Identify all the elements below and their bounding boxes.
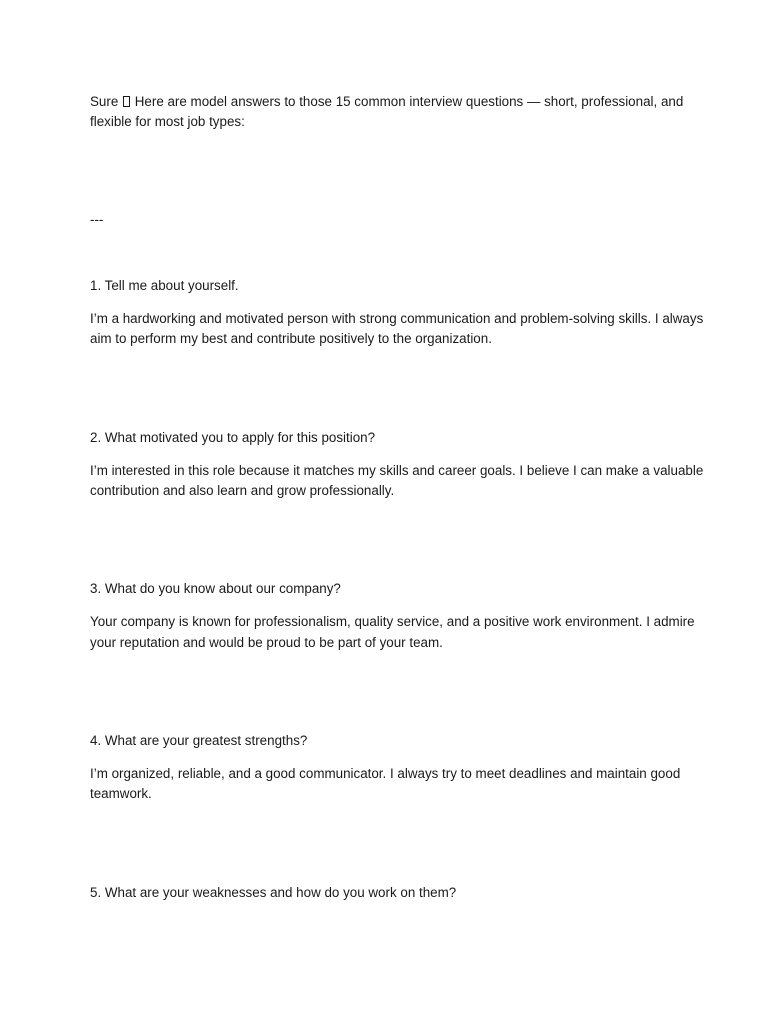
- intro-text-end: Here are model answers to those 15 common interview questions — short, professional, and: [131, 94, 684, 109]
- answer-3-line-1: Your company is known for professionalism, quality service, and a positive work environment. I admire: [90, 614, 695, 629]
- answer-4-line-2: teamwork.: [90, 786, 152, 801]
- intro-text-start: Sure: [90, 94, 123, 109]
- question-3: 3. What do you know about our company?: [90, 581, 341, 596]
- question-2: 2. What motivated you to apply for this position?: [90, 430, 376, 445]
- question-4: 4. What are your greatest strengths?: [90, 733, 308, 748]
- answer-3-line-2: your reputation and would be proud to be part of your team.: [90, 635, 443, 650]
- intro-line-2: flexible for most job types:: [90, 114, 245, 129]
- question-1: 1. Tell me about yourself.: [90, 278, 239, 293]
- missing-emoji-glyph-icon: [123, 96, 130, 107]
- answer-1-line-2: aim to perform my best and contribute positively to the organization.: [90, 331, 492, 346]
- answer-4-line-1: I’m organized, reliable, and a good communicator. I always try to meet deadlines and maintain good: [90, 766, 681, 781]
- answer-2-line-2: contribution and also learn and grow professionally.: [90, 483, 395, 498]
- intro-line-1: [90, 92, 690, 112]
- answer-1-line-1: I’m a hardworking and motivated person with strong communication and problem-solving skills. I always: [90, 311, 704, 326]
- answer-2-line-1: I’m interested in this role because it matches my skills and career goals. I believe I can make a valuable: [90, 463, 704, 478]
- question-5: 5. What are your weaknesses and how do you work on them?: [90, 885, 457, 900]
- separator: ---: [90, 212, 104, 227]
